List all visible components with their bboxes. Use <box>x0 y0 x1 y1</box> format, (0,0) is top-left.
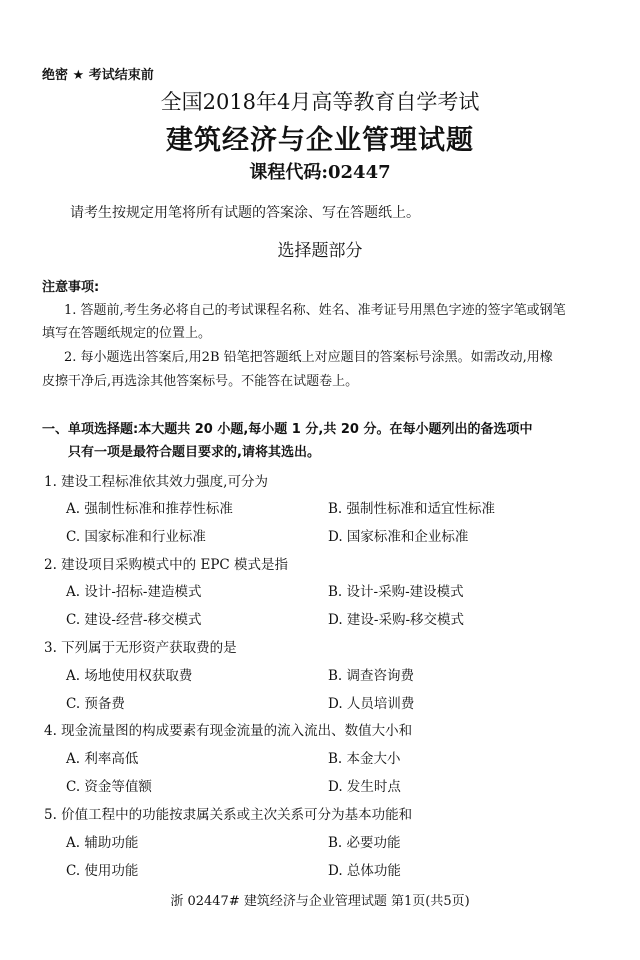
question-5-stem: 5. 价值工程中的功能按隶属关系或主次关系可分为基本功能和 <box>44 807 413 823</box>
question-1-option-a: A. 强制性标准和推荐性标准 <box>66 501 233 517</box>
question-4-option-a: A. 利率高低 <box>66 751 139 767</box>
question-2-option-c: C. 建设-经营-移交模式 <box>66 612 202 628</box>
section-title: 选择题部分 <box>277 241 363 261</box>
question-2-option-d: D. 建设-采购-移交模式 <box>328 612 465 628</box>
question-1-option-d: D. 国家标准和企业标准 <box>328 529 469 545</box>
confidential-label: 绝密 ★ 考试结束前 <box>42 68 154 83</box>
question-2-option-a: A. 设计-招标-建造模式 <box>66 584 202 600</box>
course-code: 课程代码:02447 <box>249 162 391 183</box>
question-5-option-b: B. 必要功能 <box>328 835 401 851</box>
paper-title: 建筑经济与企业管理试题 <box>166 125 474 156</box>
note-1-line-1: 1. 答题前,考生务必将自己的考试课程名称、姓名、准考证号用黑色字迹的签字笔或钢笔 <box>64 303 566 318</box>
question-4-option-d: D. 发生时点 <box>328 779 401 795</box>
note-1-line-2: 填写在答题纸规定的位置上。 <box>42 326 212 341</box>
question-4-option-c: C. 资金等值额 <box>66 779 152 795</box>
part1-heading-line-2: 只有一项是最符合题目要求的,请将其选出。 <box>68 445 320 460</box>
note-2-line-1: 2. 每小题选出答案后,用2B 铅笔把答题纸上对应题目的答案标号涂黑。如需改动,用橡 <box>64 350 553 365</box>
question-3-option-d: D. 人员培训费 <box>328 696 415 712</box>
question-1-option-b: B. 强制性标准和适宜性标准 <box>328 501 496 517</box>
question-5-option-c: C. 使用功能 <box>66 863 139 879</box>
question-3-option-b: B. 调查咨询费 <box>328 668 415 684</box>
page-footer: 浙 02447# 建筑经济与企业管理试题 第1页(共5页) <box>170 894 470 909</box>
question-3-option-c: C. 预备费 <box>66 696 125 712</box>
part1-heading-line-1: 一、单项选择题:本大题共 20 小题,每小题 1 分,共 20 分。在每小题列出的备选项中 <box>42 422 533 437</box>
answer-instruction: 请考生按规定用笔将所有试题的答案涂、写在答题纸上。 <box>70 205 420 221</box>
question-5-option-a: A. 辅助功能 <box>66 835 139 851</box>
question-2-stem: 2. 建设项目采购模式中的 EPC 模式是指 <box>44 557 289 573</box>
question-4-option-b: B. 本金大小 <box>328 751 401 767</box>
question-1-stem: 1. 建设工程标准依其效力强度,可分为 <box>44 474 268 490</box>
question-1-option-c: C. 国家标准和行业标准 <box>66 529 206 545</box>
question-3-stem: 3. 下列属于无形资产获取费的是 <box>44 640 237 656</box>
question-5-option-d: D. 总体功能 <box>328 863 401 879</box>
exam-title: 全国2018年4月高等教育自学考试 <box>160 90 480 114</box>
question-4-stem: 4. 现金流量图的构成要素有现金流量的流入流出、数值大小和 <box>44 723 413 739</box>
note-2-line-2: 皮擦干净后,再选涂其他答案标号。不能答在试题卷上。 <box>42 374 359 389</box>
question-2-option-b: B. 设计-采购-建设模式 <box>328 584 464 600</box>
notes-title: 注意事项: <box>42 280 100 295</box>
question-3-option-a: A. 场地使用权获取费 <box>66 668 193 684</box>
